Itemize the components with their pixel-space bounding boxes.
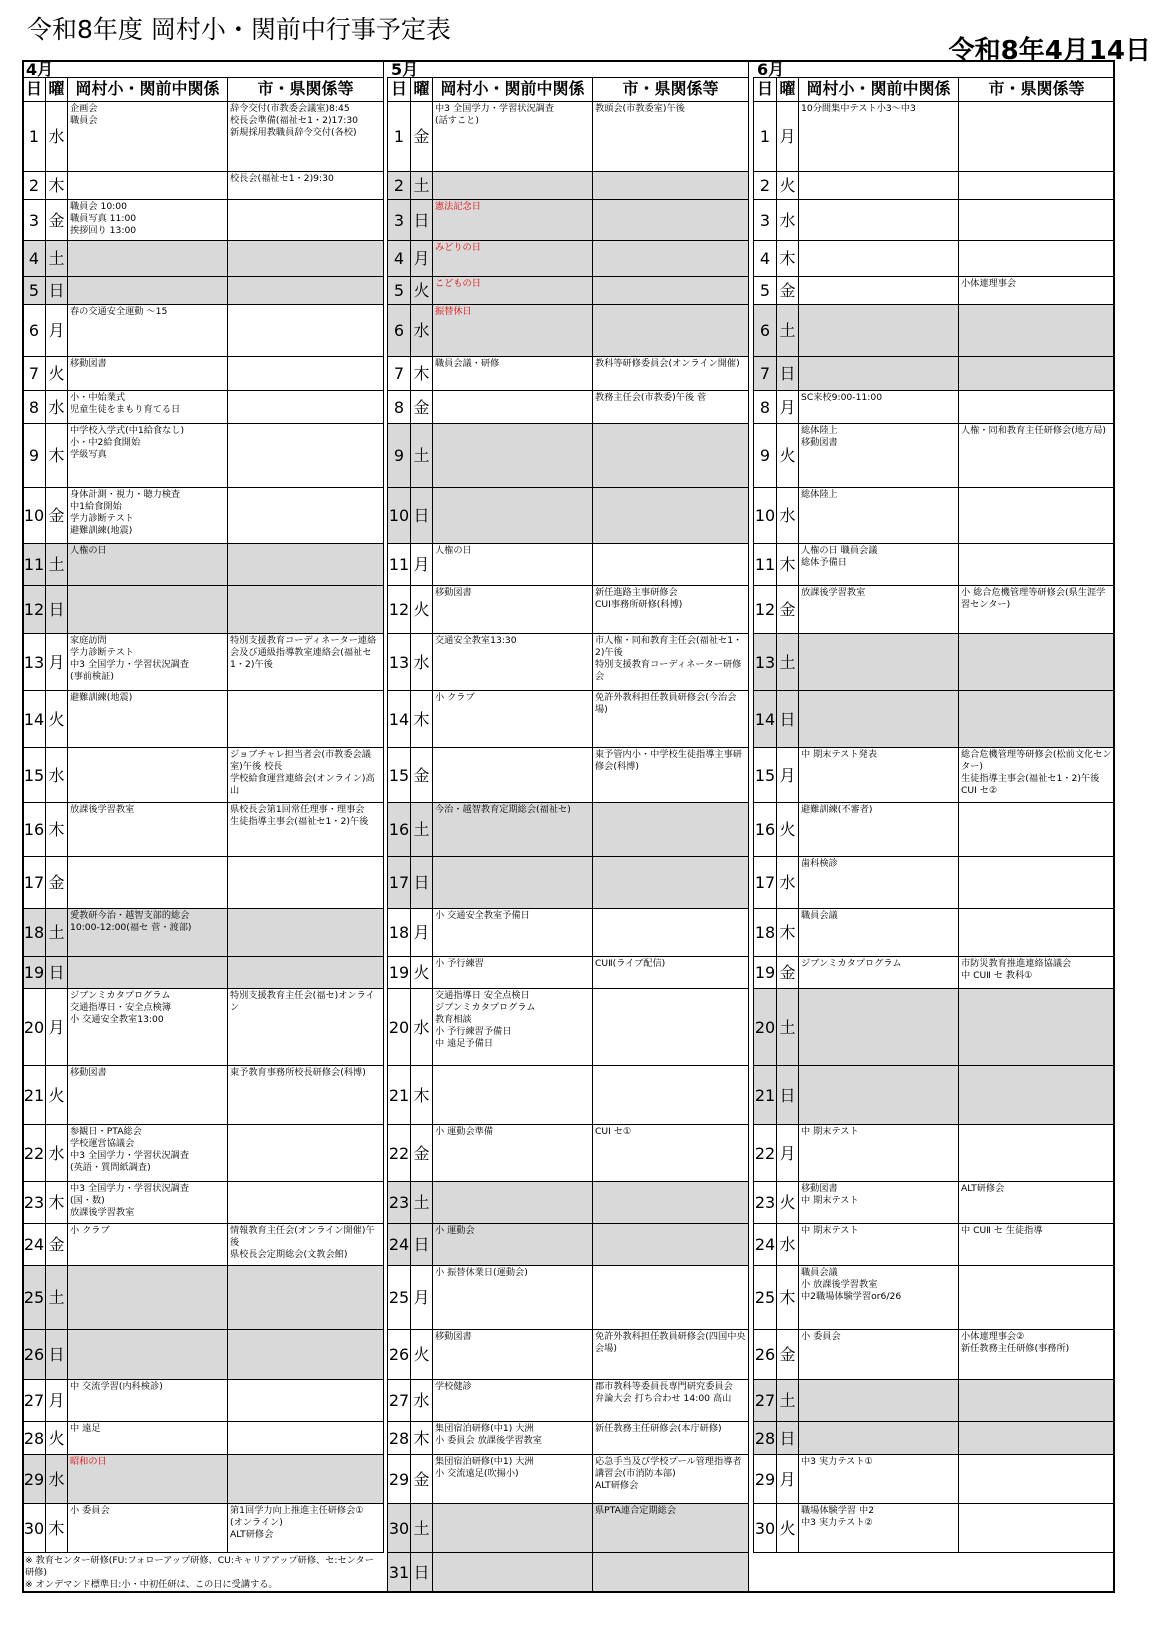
day-of-week: 月: [411, 909, 433, 957]
day-number: 2: [22, 172, 46, 200]
day-number: 14: [753, 691, 777, 748]
day-number: 24: [753, 1224, 777, 1266]
day-number: 21: [753, 1066, 777, 1125]
column-header-day: 日: [753, 78, 777, 102]
day-number: 30: [22, 1504, 46, 1553]
day-of-week: 金: [411, 102, 433, 172]
month-label-may: 5月: [387, 60, 749, 78]
day-number: 11: [387, 544, 411, 586]
school-events: 春の交通安全運動 ～15: [68, 305, 228, 357]
day-of-week: 金: [411, 1125, 433, 1182]
school-events: 総体陸上 移動図書: [799, 424, 959, 488]
day-of-week: 土: [777, 989, 799, 1066]
day-of-week: 木: [411, 1066, 433, 1125]
school-events: 小 運動会準備: [433, 1125, 593, 1182]
footnote: ※ 教育センター研修(FU:フォローアップ研修、CU:キャリアアップ研修、セ:センター研修): [25, 1555, 374, 1578]
school-events: 昭和の日: [68, 1455, 228, 1504]
city-events: 郡市教科等委員長専門研究委員会 弁論大会 打ち合わせ 14:00 高山: [593, 1380, 749, 1422]
school-events: 小 委員会: [799, 1330, 959, 1380]
school-events: ジブンミカタプログラム 交通指導日・安全点検簿 小 交通安全教室13:00: [68, 989, 228, 1066]
city-events: 免許外教科担任教員研修会(四国中央会場): [593, 1330, 749, 1380]
day-number: 2: [387, 172, 411, 200]
city-events: ALT研修会: [959, 1182, 1115, 1224]
column-header-school: 岡村小・関前中関係: [433, 78, 593, 102]
day-of-week: 月: [777, 1125, 799, 1182]
school-events: 小 振替休業日(運動会): [433, 1266, 593, 1330]
day-number: 28: [22, 1422, 46, 1455]
city-events: 新任教務主任研修会(本庁研修): [593, 1422, 749, 1455]
school-events: 中 交流学習(内科検診): [68, 1380, 228, 1422]
day-number: 14: [387, 691, 411, 748]
day-of-week: 木: [46, 1182, 68, 1224]
day-number: 9: [753, 424, 777, 488]
day-of-week: 月: [411, 241, 433, 277]
day-number: 29: [22, 1455, 46, 1504]
day-number: 10: [753, 488, 777, 544]
day-number: 24: [387, 1224, 411, 1266]
day-of-week: 木: [777, 544, 799, 586]
day-of-week: 金: [46, 1224, 68, 1266]
city-events: 校長会(福祉セ1・2)9:30: [228, 172, 384, 200]
day-of-week: 日: [411, 1224, 433, 1266]
day-number: 13: [753, 634, 777, 691]
day-number: 20: [753, 989, 777, 1066]
column-header-city: 市・県関係等: [593, 78, 749, 102]
day-number: 4: [753, 241, 777, 277]
day-number: 10: [22, 488, 46, 544]
city-events: 応急手当及び学校プール管理指導者講習会(市消防本部) ALT研修会: [593, 1455, 749, 1504]
city-events: 中 CUⅡ セ 生徒指導: [959, 1224, 1115, 1266]
day-of-week: 土: [46, 241, 68, 277]
day-number: 30: [753, 1504, 777, 1553]
school-events: 中3 全国学力・学習状況調査 (国・数) 放課後学習教室: [68, 1182, 228, 1224]
day-of-week: 日: [777, 1066, 799, 1125]
day-of-week: 木: [411, 357, 433, 391]
city-events: 教科等研修委員会(オンライン開催): [593, 357, 749, 391]
school-events: 中3 全国学力・学習状況調査 (話すこと): [433, 102, 593, 172]
day-of-week: 火: [411, 1330, 433, 1380]
day-number: 17: [387, 857, 411, 909]
day-number: 22: [22, 1125, 46, 1182]
city-events: 情報教育主任会(オンライン開催)午後 県校長会定期総会(文教会館): [228, 1224, 384, 1266]
day-of-week: 水: [411, 1380, 433, 1422]
day-number: 6: [22, 305, 46, 357]
school-events: 憲法記念日: [433, 200, 593, 241]
city-events: 第1回学力向上推進主任研修会① (オンライン) ALT研修会: [228, 1504, 384, 1553]
day-of-week: 水: [46, 748, 68, 803]
day-number: 18: [753, 909, 777, 957]
day-number: 3: [387, 200, 411, 241]
day-of-week: 土: [777, 634, 799, 691]
day-number: 30: [387, 1504, 411, 1553]
day-number: 13: [22, 634, 46, 691]
school-events: 職場体験学習 中2 中3 実力テスト②: [799, 1504, 959, 1553]
day-number: 16: [753, 803, 777, 857]
day-number: 24: [22, 1224, 46, 1266]
day-number: 1: [753, 102, 777, 172]
day-number: 17: [22, 857, 46, 909]
day-number: 26: [753, 1330, 777, 1380]
day-of-week: 水: [411, 305, 433, 357]
day-of-week: 土: [46, 544, 68, 586]
school-events: SC来校9:00-11:00: [799, 391, 959, 424]
day-number: 5: [22, 277, 46, 305]
day-of-week: 水: [777, 488, 799, 544]
school-events: 職員会議 小 放課後学習教室 中2職場体験学習or6/26: [799, 1266, 959, 1330]
city-events: 市防災教育推進連絡協議会 中 CUⅡ セ 教科①: [959, 957, 1115, 989]
school-events: 家庭訪問 学力診断テスト 中3 全国学力・学習状況調査 (事前検証): [68, 634, 228, 691]
day-of-week: 火: [46, 357, 68, 391]
day-number: 15: [387, 748, 411, 803]
school-events: 移動図書: [433, 586, 593, 634]
day-number: 11: [753, 544, 777, 586]
day-of-week: 水: [411, 989, 433, 1066]
day-of-week: 木: [411, 1422, 433, 1455]
school-events: 移動図書: [68, 1066, 228, 1125]
day-number: 29: [753, 1455, 777, 1504]
school-events: 歯科検診: [799, 857, 959, 909]
day-of-week: 木: [777, 909, 799, 957]
school-events: 中 期末テスト: [799, 1125, 959, 1182]
column-header-dow: 曜: [46, 78, 68, 102]
city-events: 小体連理事会: [959, 277, 1115, 305]
day-of-week: 土: [411, 803, 433, 857]
column-header-school: 岡村小・関前中関係: [799, 78, 959, 102]
day-of-week: 日: [46, 1330, 68, 1380]
day-of-week: 水: [46, 1125, 68, 1182]
city-events: CUⅡ(ライブ配信): [593, 957, 749, 989]
city-events: 免許外教科担任教員研修会(今治会場): [593, 691, 749, 748]
city-events: 教頭会(市教委室)午後: [593, 102, 749, 172]
day-of-week: 日: [411, 200, 433, 241]
day-of-week: 火: [411, 957, 433, 989]
day-of-week: 水: [777, 200, 799, 241]
day-number: 7: [387, 357, 411, 391]
school-events: 10分間集中テスト小3～中3: [799, 102, 959, 172]
column-header-school: 岡村小・関前中関係: [68, 78, 228, 102]
day-number: 27: [387, 1380, 411, 1422]
day-number: 22: [753, 1125, 777, 1182]
day-of-week: 土: [411, 172, 433, 200]
school-events: 今治・越智教育定期総会(福祉セ): [433, 803, 593, 857]
column-header-day: 日: [22, 78, 46, 102]
column-header-day: 日: [387, 78, 411, 102]
day-of-week: 火: [777, 1182, 799, 1224]
day-of-week: 金: [411, 1455, 433, 1504]
day-number: 2: [753, 172, 777, 200]
day-of-week: 木: [46, 424, 68, 488]
day-of-week: 火: [411, 586, 433, 634]
day-of-week: 木: [46, 803, 68, 857]
school-events: 総体陸上: [799, 488, 959, 544]
school-events: 小・中始業式 児童生徒をまもり育てる日: [68, 391, 228, 424]
city-events: 県PTA連合定期総会: [593, 1504, 749, 1553]
school-events: 移動図書: [68, 357, 228, 391]
footnote: ※ オンデマンド標準日:小・中初任研は、この日に受講する。: [25, 1579, 278, 1590]
document-date: 令和8年4月14日: [948, 36, 1151, 66]
day-number: 20: [22, 989, 46, 1066]
day-of-week: 火: [777, 803, 799, 857]
day-number: 27: [753, 1380, 777, 1422]
city-events: 市人権・同和教育主任会(福祉セ1・2)午後 特別支援教育コーディネーター研修会: [593, 634, 749, 691]
day-of-week: 土: [46, 1266, 68, 1330]
day-number: 26: [22, 1330, 46, 1380]
day-number: 10: [387, 488, 411, 544]
day-of-week: 金: [777, 1330, 799, 1380]
day-number: 18: [387, 909, 411, 957]
day-number: 9: [387, 424, 411, 488]
day-of-week: 月: [777, 102, 799, 172]
school-events: 移動図書 中 期末テスト: [799, 1182, 959, 1224]
city-events: 小 総合危機管理等研修会(県生涯学習センター): [959, 586, 1115, 634]
day-of-week: 日: [411, 488, 433, 544]
day-number: 14: [22, 691, 46, 748]
school-events: 企画会 職員会: [68, 102, 228, 172]
school-events: 避難訓練(不審者): [799, 803, 959, 857]
day-number: 18: [22, 909, 46, 957]
day-number: 23: [753, 1182, 777, 1224]
day-number: 8: [387, 391, 411, 424]
school-events: 学校健診: [433, 1380, 593, 1422]
day-number: 25: [387, 1266, 411, 1330]
table-frame: [22, 60, 1115, 1593]
school-events: 職員会議: [799, 909, 959, 957]
day-number: 20: [387, 989, 411, 1066]
day-of-week: 土: [46, 909, 68, 957]
day-number: 11: [22, 544, 46, 586]
day-number: 28: [753, 1422, 777, 1455]
day-number: 21: [22, 1066, 46, 1125]
school-events: 身体計測・視力・聴力検査 中1給食開始 学力診断テスト 避難訓練(地震): [68, 488, 228, 544]
school-events: みどりの日: [433, 241, 593, 277]
school-events: 小 交通安全教室予備日: [433, 909, 593, 957]
day-of-week: 火: [777, 172, 799, 200]
school-events: 移動図書: [433, 1330, 593, 1380]
city-events: 辞令交付(市教委会議室)8:45 校長会準備(福祉セ1・2)17:30 新規採用教職員辞令交付(各校): [228, 102, 384, 172]
city-events: ジョブチャレ担当者会(市教委会議室)午後 校長 学校給食運営連絡会(オンライン)高山: [228, 748, 384, 803]
day-number: 19: [22, 957, 46, 989]
city-events: 小体連理事会② 新任教務主任研修(事務所): [959, 1330, 1115, 1380]
day-of-week: 金: [46, 488, 68, 544]
day-number: 26: [387, 1330, 411, 1380]
school-events: 交通安全教室13:30: [433, 634, 593, 691]
city-events: 特別支援教育主任会(福セ)オンライン: [228, 989, 384, 1066]
day-of-week: 水: [411, 634, 433, 691]
day-number: 16: [387, 803, 411, 857]
day-of-week: 金: [777, 586, 799, 634]
day-of-week: 火: [46, 691, 68, 748]
day-of-week: 月: [46, 305, 68, 357]
column-header-city: 市・県関係等: [228, 78, 384, 102]
school-events: 振替休日: [433, 305, 593, 357]
schedule-grid: [22, 60, 1155, 1616]
school-events: 職員会議・研修: [433, 357, 593, 391]
day-number: 19: [387, 957, 411, 989]
day-number: 27: [22, 1380, 46, 1422]
city-events: 東予教育事務所校長研修会(科博): [228, 1066, 384, 1125]
day-number: 5: [387, 277, 411, 305]
day-of-week: 日: [777, 1422, 799, 1455]
day-of-week: 金: [777, 277, 799, 305]
school-events: 小 クラブ: [68, 1224, 228, 1266]
school-events: 中 期末テスト: [799, 1224, 959, 1266]
school-events: 人権の日: [433, 544, 593, 586]
school-events: 中3 実力テスト①: [799, 1455, 959, 1504]
day-of-week: 月: [777, 391, 799, 424]
day-of-week: 火: [46, 1066, 68, 1125]
month-label-june: 6月: [753, 60, 1115, 78]
month-label-april: 4月: [22, 60, 384, 78]
school-events: 放課後学習教室: [799, 586, 959, 634]
day-number: 19: [753, 957, 777, 989]
school-events: 集団宿泊研修(中1) 大洲 小 交流遠足(吹揚小): [433, 1455, 593, 1504]
school-events: 人権の日 職員会議 総体予備日: [799, 544, 959, 586]
day-of-week: 木: [46, 172, 68, 200]
day-number: 17: [753, 857, 777, 909]
day-number: 16: [22, 803, 46, 857]
day-number: 25: [753, 1266, 777, 1330]
day-number: 7: [22, 357, 46, 391]
day-number: 8: [22, 391, 46, 424]
day-of-week: 木: [777, 1266, 799, 1330]
day-of-week: 木: [46, 1504, 68, 1553]
day-number: 6: [753, 305, 777, 357]
column-header-dow: 曜: [777, 78, 799, 102]
day-number: 12: [753, 586, 777, 634]
day-of-week: 金: [777, 957, 799, 989]
day-number: 13: [387, 634, 411, 691]
day-number: 8: [753, 391, 777, 424]
day-of-week: 日: [46, 957, 68, 989]
day-number: 1: [387, 102, 411, 172]
page-title: 令和8年度 岡村小・関前中行事予定表: [27, 15, 451, 44]
city-events: 特別支援教育コーディネーター連絡会及び通級指導教室連絡会(福祉セ1・2)午後: [228, 634, 384, 691]
school-events: 中 遠足: [68, 1422, 228, 1455]
column-header-dow: 曜: [411, 78, 433, 102]
city-events: 教務主任会(市教委)午後 菅: [593, 391, 749, 424]
city-events: 新任進路主事研修会 CUⅠ事務所研修(科博): [593, 586, 749, 634]
school-events: 交通指導日 安全点検日 ジブンミカタプログラム 教育相談 小 予行練習予備日 中 遠足予備日: [433, 989, 593, 1066]
school-events: 小 予行練習: [433, 957, 593, 989]
day-number: 23: [387, 1182, 411, 1224]
city-events: 県校長会第1回常任理事・理事会 生徒指導主事会(福祉セ1・2)午後: [228, 803, 384, 857]
day-number: 9: [22, 424, 46, 488]
day-of-week: 日: [46, 277, 68, 305]
day-number: 21: [387, 1066, 411, 1125]
school-events: こどもの日: [433, 277, 593, 305]
day-of-week: 日: [411, 1553, 433, 1593]
day-of-week: 月: [46, 989, 68, 1066]
day-number: 29: [387, 1455, 411, 1504]
day-of-week: 水: [46, 1455, 68, 1504]
day-number: 12: [22, 586, 46, 634]
day-of-week: 土: [411, 1504, 433, 1553]
day-of-week: 土: [411, 424, 433, 488]
day-of-week: 月: [777, 1455, 799, 1504]
day-number: 12: [387, 586, 411, 634]
day-of-week: 月: [46, 1380, 68, 1422]
day-number: 22: [387, 1125, 411, 1182]
day-of-week: 日: [777, 691, 799, 748]
day-of-week: 火: [777, 424, 799, 488]
school-events: 放課後学習教室: [68, 803, 228, 857]
day-number: 25: [22, 1266, 46, 1330]
school-events: 小 クラブ: [433, 691, 593, 748]
day-of-week: 火: [777, 1504, 799, 1553]
day-of-week: 土: [777, 1380, 799, 1422]
city-events: 人権・同和教育主任研修会(地方局): [959, 424, 1115, 488]
school-events: ジブンミカタプログラム: [799, 957, 959, 989]
day-of-week: 月: [411, 1266, 433, 1330]
day-number: 23: [22, 1182, 46, 1224]
day-of-week: 日: [411, 857, 433, 909]
day-number: 15: [753, 748, 777, 803]
day-of-week: 月: [46, 634, 68, 691]
day-of-week: 金: [46, 200, 68, 241]
city-events: CUⅠ セ①: [593, 1125, 749, 1182]
day-of-week: 木: [777, 241, 799, 277]
day-number: 3: [22, 200, 46, 241]
day-number: 7: [753, 357, 777, 391]
city-events: 東予管内小・中学校生徒指導主事研修会(科博): [593, 748, 749, 803]
day-of-week: 金: [411, 391, 433, 424]
school-events: 参観日・PTA総会 学校運営協議会 中3 全国学力・学習状況調査 (英語・質問紙調査): [68, 1125, 228, 1182]
school-events: 職員会 10:00 職員写真 11:00 挨拶回り 13:00: [68, 200, 228, 241]
day-of-week: 月: [411, 544, 433, 586]
day-number: 15: [22, 748, 46, 803]
day-of-week: 水: [777, 1224, 799, 1266]
day-of-week: 木: [411, 691, 433, 748]
city-events: 総合危機管理等研修会(松前文化センター) 生徒指導主事会(福祉セ1・2)午後 CUⅠ セ②: [959, 748, 1115, 803]
day-of-week: 水: [46, 102, 68, 172]
day-number: 4: [387, 241, 411, 277]
school-events: 中 期末テスト発表: [799, 748, 959, 803]
day-of-week: 水: [46, 391, 68, 424]
day-number: 28: [387, 1422, 411, 1455]
school-events: 人権の日: [68, 544, 228, 586]
day-of-week: 日: [777, 357, 799, 391]
school-events: 小 委員会: [68, 1504, 228, 1553]
day-of-week: 火: [46, 1422, 68, 1455]
day-of-week: 火: [411, 277, 433, 305]
day-of-week: 月: [777, 748, 799, 803]
school-events: 避難訓練(地震): [68, 691, 228, 748]
day-number: 4: [22, 241, 46, 277]
day-of-week: 金: [46, 857, 68, 909]
day-number: 5: [753, 277, 777, 305]
day-of-week: 日: [46, 586, 68, 634]
day-number: 3: [753, 200, 777, 241]
column-header-city: 市・県関係等: [959, 78, 1115, 102]
day-of-week: 土: [777, 305, 799, 357]
day-of-week: 水: [777, 857, 799, 909]
school-events: 集団宿泊研修(中1) 大洲 小 委員会 放課後学習教室: [433, 1422, 593, 1455]
day-of-week: 土: [411, 1182, 433, 1224]
school-events: 小 運動会: [433, 1224, 593, 1266]
day-of-week: 金: [411, 748, 433, 803]
day-number: 31: [387, 1553, 411, 1593]
school-events: 愛教研今治・越智支部的総会 10:00-12:00(福セ 菅・渡部): [68, 909, 228, 957]
day-number: 6: [387, 305, 411, 357]
school-events: 中学校入学式(中1給食なし) 小・中2給食開始 学級写真: [68, 424, 228, 488]
day-number: 1: [22, 102, 46, 172]
